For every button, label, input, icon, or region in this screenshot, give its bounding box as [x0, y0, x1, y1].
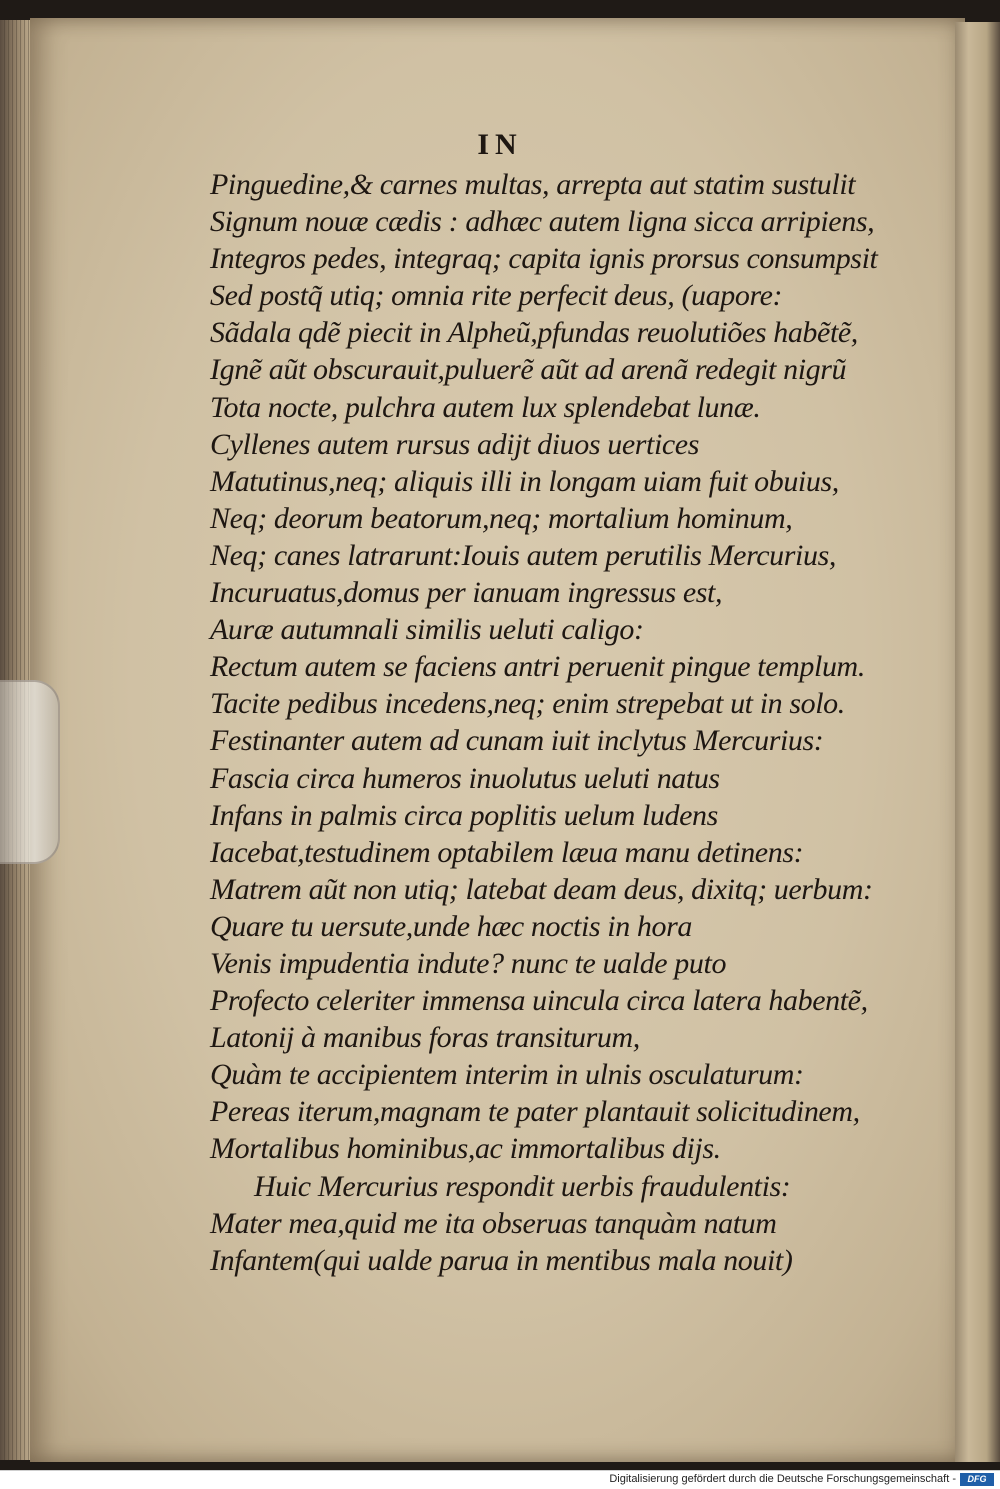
text-line: Neq; canes latrarunt:Iouis autem perutilis Mercurius,: [210, 538, 836, 572]
text-line: Pinguedine,& carnes multas, arrepta aut statim sustulit: [210, 168, 856, 201]
text-line: Matrem aũt non utiq; latebat deam deus, dixitq; uerbum:: [210, 872, 873, 906]
verse-text: [210, 166, 910, 1279]
text-line: Quàm te accipientem interim in ulnis osculaturum:: [210, 1058, 804, 1092]
text-line: Matutinus,neq; aliquis illi in longam uiam fuit obuius,: [210, 464, 839, 498]
text-line: Latonij à manibus foras transiturum,: [210, 1021, 640, 1055]
text-line: Tacite pedibus incedens,neq; enim strepebat ut in solo.: [210, 687, 845, 721]
text-line: Integros pedes, integraq; capita ignis prorsus consumpsit: [210, 242, 878, 276]
text-line: Mortalibus hominibus,ac immortalibus dijs.: [210, 1132, 721, 1166]
right-page-edge: [955, 22, 1000, 1462]
text-line: Huic Mercurius respondit uerbis fraudulentis:: [254, 1169, 791, 1203]
text-line: Venis impudentia indute? nunc te ualde puto: [210, 946, 727, 980]
text-line: Pereas iterum,magnam te pater plantauit solicitudinem,: [210, 1095, 860, 1129]
text-line: Signum nouæ cædis : adhæc autem ligna sicca arripiens,: [210, 205, 875, 239]
text-line: Ignẽ aũt obscurauit,puluerẽ aũt ad arenã redegit nigrũ: [210, 353, 847, 387]
page-clip: [0, 680, 60, 864]
text-line: Incuruatus,domus per ianuam ingressus est,: [210, 576, 723, 610]
footer-bar: [0, 1470, 1000, 1489]
footer-credit: Digitalisierung gefördert durch die Deutsche Forschungsgemeinschaft -: [609, 1473, 956, 1485]
text-line: Auræ autumnali similis ueluti caligo:: [210, 613, 644, 647]
text-line: Sed postq̃ utiq; omnia rite perfecit deus, (uapore:: [210, 279, 783, 313]
text-line: Infans in palmis circa poplitis uelum ludens: [210, 798, 718, 832]
running-head: IN: [477, 128, 523, 161]
text-line: Iacebat,testudinem optabilem læua manu detinens:: [210, 835, 804, 869]
text-line: Neq; deorum beatorum,neq; mortalium hominum,: [210, 501, 793, 535]
text-line: Quare tu uersute,unde hæc noctis in hora: [210, 909, 693, 943]
dfg-logo: DFG: [960, 1473, 994, 1486]
text-line: Fascia circa humeros inuolutus ueluti natus: [210, 761, 720, 795]
text-line: Cyllenes autem rursus adijt diuos uertices: [210, 427, 699, 461]
text-line: Tota nocte, pulchra autem lux splendebat lunæ.: [210, 390, 761, 424]
text-line: Mater mea,quid me ita obseruas tanquàm natum: [210, 1206, 777, 1240]
text-line: Sãdala qdẽ piecit in Alpheũ,pfundas reuolutiões habẽtẽ,: [210, 316, 858, 350]
text-line: Profecto celeriter immensa uincula circa latera habentẽ,: [210, 984, 868, 1018]
text-line: Festinanter autem ad cunam iuit inclytus Mercurius:: [210, 724, 824, 758]
text-line: Infantem(qui ualde parua in mentibus mala nouit): [210, 1243, 793, 1277]
text-line: Rectum autem se faciens antri peruenit pingue templum.: [210, 650, 865, 684]
